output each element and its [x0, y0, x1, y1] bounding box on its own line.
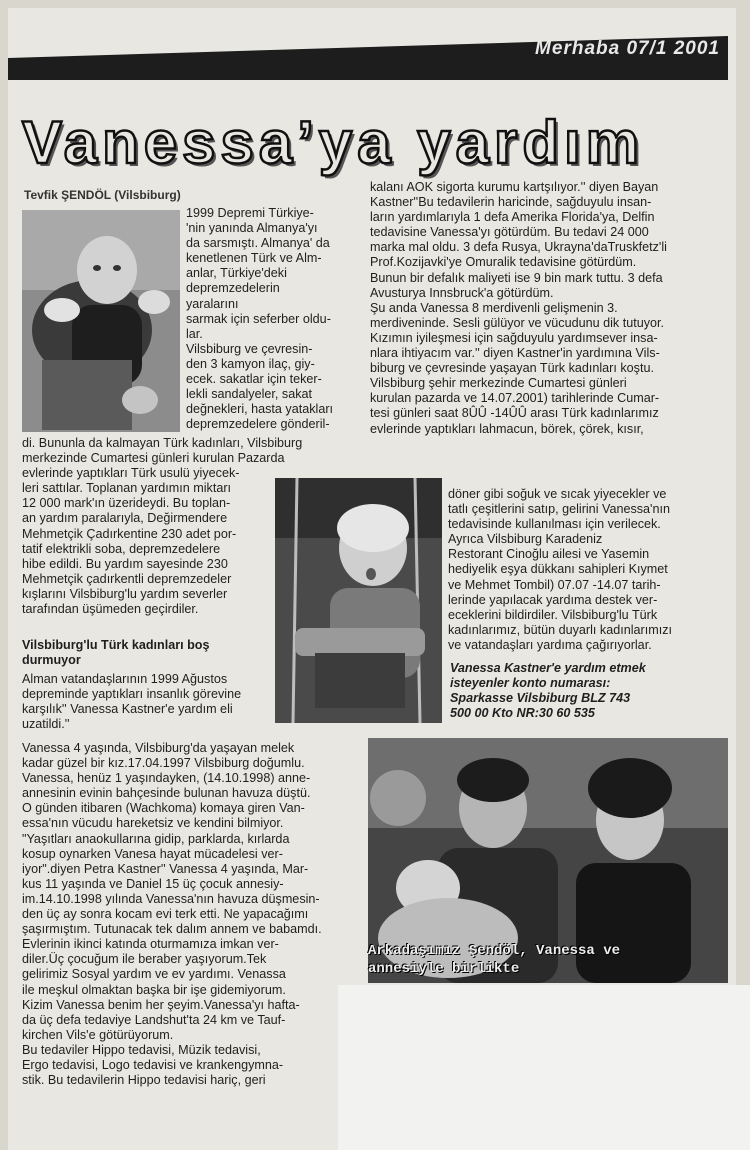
article-subheading: Vilsbiburg'lu Türk kadınları boş durmuyor: [22, 638, 210, 668]
column1-bottom-text: Vanessa 4 yaşında, Vilsbiburg'da yaşayan melek kadar güzel bir kız.17.04.1997 Vilsbiburg doğumlu. Vanessa, henüz 1 yaşındayken, (14.10.1998) anne- annesinin evinin bahçesinde bulunan havuza düştü. O günden itibaren (Wachkoma) komaya giren Van- essa'nın vücudu hareketsiz ve kendini bilmiyor. "Yaşıtları anaokullarına gidip, parklarda, kırlarda kosup oynarken Vanesa hayat mücadelesi ver- iyor".diyen Petra Kastner'' Vanessa 4 yaşında, Mar- kus 11 yaşında ve Daniel 15 üç çocuk annesiy- im.14.10.1998 yılında Vanessa'nın havuza düşmesin- den üç ay sonra kocam evi terk etti. Ne yapacağımı şaşırmıştım. Tutunacak tek dalım annem ve babamdı. Evlerinin ikinci katında oturmamıza imkan ver- diler.Üç çocuğum ile beraber yaşıyorum.Tek gelirimiz Sosyal yardım ve ev yardımı. Venassa ile meşkul olmaktan başka bir işe gidemiyorum. Kizim Vanessa benim her şeyim.Vanessa'yı hafta- da üç defa tedaviye Landshut'ta 24 km ve Tauf- kirchen Vils'e götürüyorum. Bu tedaviler Hippo tedavisi, Müzik tedavisi, Ergo tedavisi, Logo tedavisi ve krankengymna- stik. Bu tedavilerin Hippo tedavisi hariç, geri: [22, 741, 322, 1088]
baby-photo: [22, 210, 180, 432]
column2-top-text: kalanı AOK sigorta kurumu kartşılıyor.'' diyen Bayan Kastner''Bu tedavilerin haricinde, sağduyulu insan- ların yardımlarıyla 1 defa Amerika Florida'ya, Delfin tedavisine Vanessa'yı götürdüm. Bu tedavi 24 000 marka mal oldu. 3 defa Rusya, Ukrayna'daTruskfetz'li Prof.Kozijavki'ye Omuralik tedavisine götürdüm. Bunun bir defalık maliyeti ise 9 bin mark tuttu. 3 defa Avusturya Innsbruck'a götürdüm. Şu anda Vanessa 8 merdivenli gelişmenin 3. merdiveninde. Sesli gülüyor ve vücudunu dik tutuyor. Kızımın iyileşmesi için sağduyulu yardımsever insa- nlara ihtiyacım var.'' diyen Kastner'in yardımına Vils- biburg ve çevresinde yaşayan Türk kadınları koştu. Vilsbiburg şehir merkezinde Cumartesi günleri kurulan pazarda ve 14.07.2001) tarihlerinde Cumar- tesi günleri saat 8ÛÛ -14ÛÛ arası Türk kadınlarımız evlerinde yaptıkları lahmacun, börek, çörek, kısır,: [370, 180, 667, 436]
column1-after-subheading-text: Alman vatandaşlarının 1999 Ağustos depreminde yaptıkları insanlık görevine karşılık'' Vanessa Kastner'e yardım eli uzatildi.'': [22, 672, 242, 732]
group-photo-caption: Arkadaşımız Şendöl, Vanessa ve annesiyle birlikte: [368, 943, 621, 977]
column1-top-text: 1999 Depremi Türkiye- 'nin yanında Almanya'yı da sarsmıştı. Almanya' da kenetlenen Türk ve Alm- anlar, Türkiye'deki depremzedelerin yaralarını sarmak için seferber oldu- lar. Vilsbiburg ve çevresin- den 3 kamyon ilaç, giy- ecek. sakatlar için teker- lekli sandalyeler, sakat değnekleri, hasta yatakları depremzedelere gönderil-: [186, 206, 334, 432]
newspaper-date-header: Merhaba 07/1 2001: [535, 38, 720, 59]
article-headline: Vanessa’ya yardım: [22, 109, 645, 176]
blank-paper-area: [338, 985, 750, 1150]
column2-middle-text: döner gibi soğuk ve sıcak yiyecekler ve tatlı çeşitlerini satıp, gelirini Vanessa'nın tedavisinde kullanılması için verilecek. Ayrıca Vilsbiburg Karadeniz Restorant Cinoğlu ailesi ve Yasemin hediyelik eşya dükkanı sahipleri Kıymet ve Mehmet Tombil) 07.07 -14.07 tarih- lerinde yapılacak yardıma destek ver- eceklerini bildirdiler. Vilsbiburg'lu Türk kadınlarımız, bütün duyarlı kadınlarımızı ve vatandaşları yardıma çağırıyorlar.: [448, 487, 672, 652]
baby-photo-image: [22, 210, 180, 432]
column1-middle-text: di. Bununla da kalmayan Türk kadınları, Vilsbiburg merkezinde Cumartesi günleri kurulan Pazarda evlerinde yaptıkları Türk usulü yiyecek- leri sattılar. Toplanan yardımın miktarı 12 000 mark'ın üzerideydi. Bu toplan- an yardım paralarıyla, Değirmendere Mehmetçik Çadırkentine 230 adet por- tatif elektrikli soba, depremzedelere hibe edildi. Bu yardım sayesinde 230 Mehmetçik çadırkentli depremzedeler kışlarını Vilsbiburg'lu yardım severler tarafından üşümeden geçirdiler.: [22, 436, 303, 617]
donation-info: Vanessa Kastner'e yardım etmek isteyenler konto numarası: Sparkasse Vilsbiburg BLZ 743 500 00 Kto NR:30 60 535: [450, 661, 646, 721]
article-byline: Tevfik ŞENDÖL (Vilsbiburg): [24, 188, 181, 202]
